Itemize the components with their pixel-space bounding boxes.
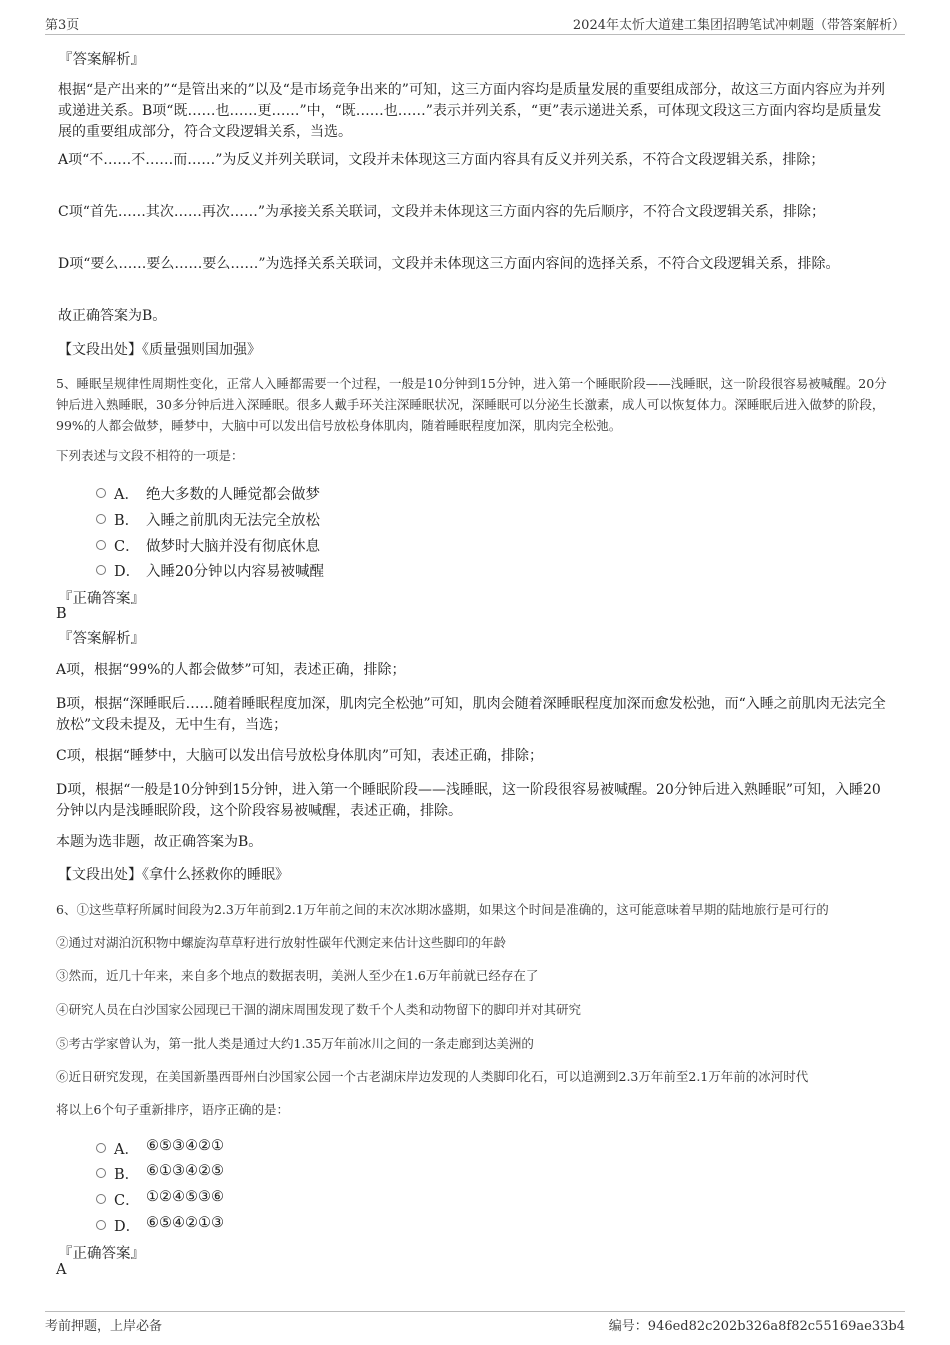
option-letter: C． xyxy=(114,539,140,555)
document-code: 编号：946ed82c202b326a8f82c55169ae33b4 xyxy=(608,1319,905,1334)
option-text: 做梦时大脑并没有彻底休息 xyxy=(146,539,320,555)
page-number: 第3页 xyxy=(45,18,80,33)
option-letter: A． xyxy=(114,1142,139,1158)
radio-icon[interactable] xyxy=(96,488,106,498)
option-letter: C． xyxy=(114,1193,140,1209)
radio-icon[interactable] xyxy=(96,1143,106,1153)
q5-stem: 5、睡眠呈规律性周期性变化，正常人入睡都需要一个过程，一般是10分钟到15分钟，进入第一个睡眠阶段——浅睡眠，这一阶段很容易被喊醒。20分钟后进入熟睡眠，30多分钟后进入深睡眠。很多人戴手环关注深睡眠状况，深睡眠可以分泌生长激素，成人可以恢复体力。深睡眠后进入做梦的阶段，99%的人都会做梦，睡梦中，大脑中可以发出信号放松身体肌肉，随着睡眠程度加深，肌肉完全松弛。 xyxy=(56,376,887,433)
option-text: 绝大多数的人睡觉都会做梦 xyxy=(146,487,320,503)
option-letter: D． xyxy=(114,564,141,580)
option-letter: A． xyxy=(114,487,139,503)
q5-prompt: 下列表述与文段不相符的一项是： xyxy=(56,448,244,463)
radio-icon[interactable] xyxy=(96,1220,106,1230)
q5-answer: B xyxy=(56,606,67,622)
q4-analysis-para1: 根据“是产出来的”“是管出来的”以及“是市场竞争出来的”可知，这三方面内容均是质量发展的重要组成部分，故这三方面内容应为并列或递进关系。B项“既……也……更……”中，“既……也……”表示并列关系，“更”表示递进关系，可体现文段这三方面内容均是质量发展的重要组成部分，符合文段逻辑关系，当选。 xyxy=(58,82,885,140)
option-letter: D． xyxy=(114,1219,141,1235)
q6-prompt: 将以上6个句子重新排序，语序正确的是： xyxy=(56,1102,289,1117)
option-text: ⑥⑤③④②① xyxy=(146,1138,224,1154)
option-text: ⑥⑤④②①③ xyxy=(146,1215,224,1231)
page-footer xyxy=(45,1311,905,1334)
option-letter: B． xyxy=(114,1167,140,1183)
q5-analysis-c: C项，根据“睡梦中，大脑可以发出信号放松身体肌肉”可知，表述正确，排除； xyxy=(56,748,544,764)
q5-analysis-d: D项，根据“一般是10分钟到15分钟，进入第一个睡眠阶段——浅睡眠，这一阶段很容易被喊醒。20分钟后进入熟睡眠”可知，入睡20分钟以内是浅睡眠阶段，这个阶段容易被喊醒，表述正确，排除。 xyxy=(56,782,881,819)
option-text: ⑥①③④②⑤ xyxy=(146,1163,224,1179)
document-title: 2024年太忻大道建工集团招聘笔试冲刺题（带答案解析） xyxy=(572,18,905,33)
q4-analysis-para3: C项“首先……其次……再次……”为承接关系关联词，文段并未体现这三方面内容的先后顺序，不符合文段逻辑关系，排除； xyxy=(58,204,826,220)
q4-analysis-para4: D项“要么……要么……要么……”为选择关系关联词，文段并未体现这三方面内容间的选择关系，不符合文段逻辑关系，排除。 xyxy=(58,256,840,272)
q6-sentence-3: ③然而，近几十年来，来自多个地点的数据表明，美洲人至少在1.6万年前就已经存在了 xyxy=(56,968,539,983)
q6-sentence-2: ②通过对湖泊沉积物中螺旋沟草草籽进行放射性碳年代测定来估计这些脚印的年龄 xyxy=(56,935,507,950)
q5-conclusion: 本题为选非题，故正确答案为B。 xyxy=(56,834,263,850)
q4-source: 【文段出处】《质量强则国加强》 xyxy=(58,342,261,358)
q4-analysis-para2: A项“不……不……而……”为反义并列关联词，文段并未体现这三方面内容具有反义并列关系，不符合文段逻辑关系，排除； xyxy=(58,152,825,168)
page-header xyxy=(45,12,905,35)
q6-sentence-5: ⑤考古学家曾认为，第一批人类是通过大约1.35万年前冰川之间的一条走廊到达美洲的 xyxy=(56,1036,534,1051)
option-text: ①②④⑤③⑥ xyxy=(146,1189,224,1205)
option-letter: B． xyxy=(114,513,140,529)
q5-analysis-b: B项，根据“深睡眠后……随着睡眠程度加深，肌肉完全松弛”可知，肌肉会随着深睡眠程度加深而愈发松弛，而“入睡之前肌肉无法完全放松”文段未提及，无中生有，当选； xyxy=(56,696,886,733)
radio-icon[interactable] xyxy=(96,565,106,575)
radio-icon[interactable] xyxy=(96,540,106,550)
radio-icon[interactable] xyxy=(96,514,106,524)
option-text: 入睡20分钟以内容易被喊醒 xyxy=(146,564,324,580)
q4-conclusion: 故正确答案为B。 xyxy=(58,308,167,324)
q6-answer: A xyxy=(56,1262,67,1278)
q6-sentence-4: ④研究人员在白沙国家公园现已干涸的湖床周围发现了数千个人类和动物留下的脚印并对其研究 xyxy=(56,1002,582,1017)
q6-sentence-1: 6、①这些草籽所属时间段为2.3万年前到2.1万年前之间的末次冰期冰盛期，如果这个时间是准确的，这可能意味着早期的陆地旅行是可行的 xyxy=(56,902,829,917)
q5-analysis-a: A项，根据“99%的人都会做梦”可知，表述正确，排除； xyxy=(56,662,406,678)
q6-sentence-6: ⑥近日研究发现，在美国新墨西哥州白沙国家公园一个古老湖床岸边发现的人类脚印化石，可以追溯到2.3万年前至2.1万年前的冰河时代 xyxy=(56,1069,809,1084)
radio-icon[interactable] xyxy=(96,1194,106,1204)
radio-icon[interactable] xyxy=(96,1168,106,1178)
q4-analysis-label: 『答案解析』 xyxy=(58,52,145,68)
q5-source: 【文段出处】《拿什么拯救你的睡眠》 xyxy=(58,867,289,883)
q5-analysis-label: 『答案解析』 xyxy=(58,631,145,647)
footer-slogan: 考前押题，上岸必备 xyxy=(45,1319,163,1334)
q5-answer-label: 『正确答案』 xyxy=(58,591,145,607)
option-text: 入睡之前肌肉无法完全放松 xyxy=(146,513,320,529)
q6-answer-label: 『正确答案』 xyxy=(58,1246,145,1262)
